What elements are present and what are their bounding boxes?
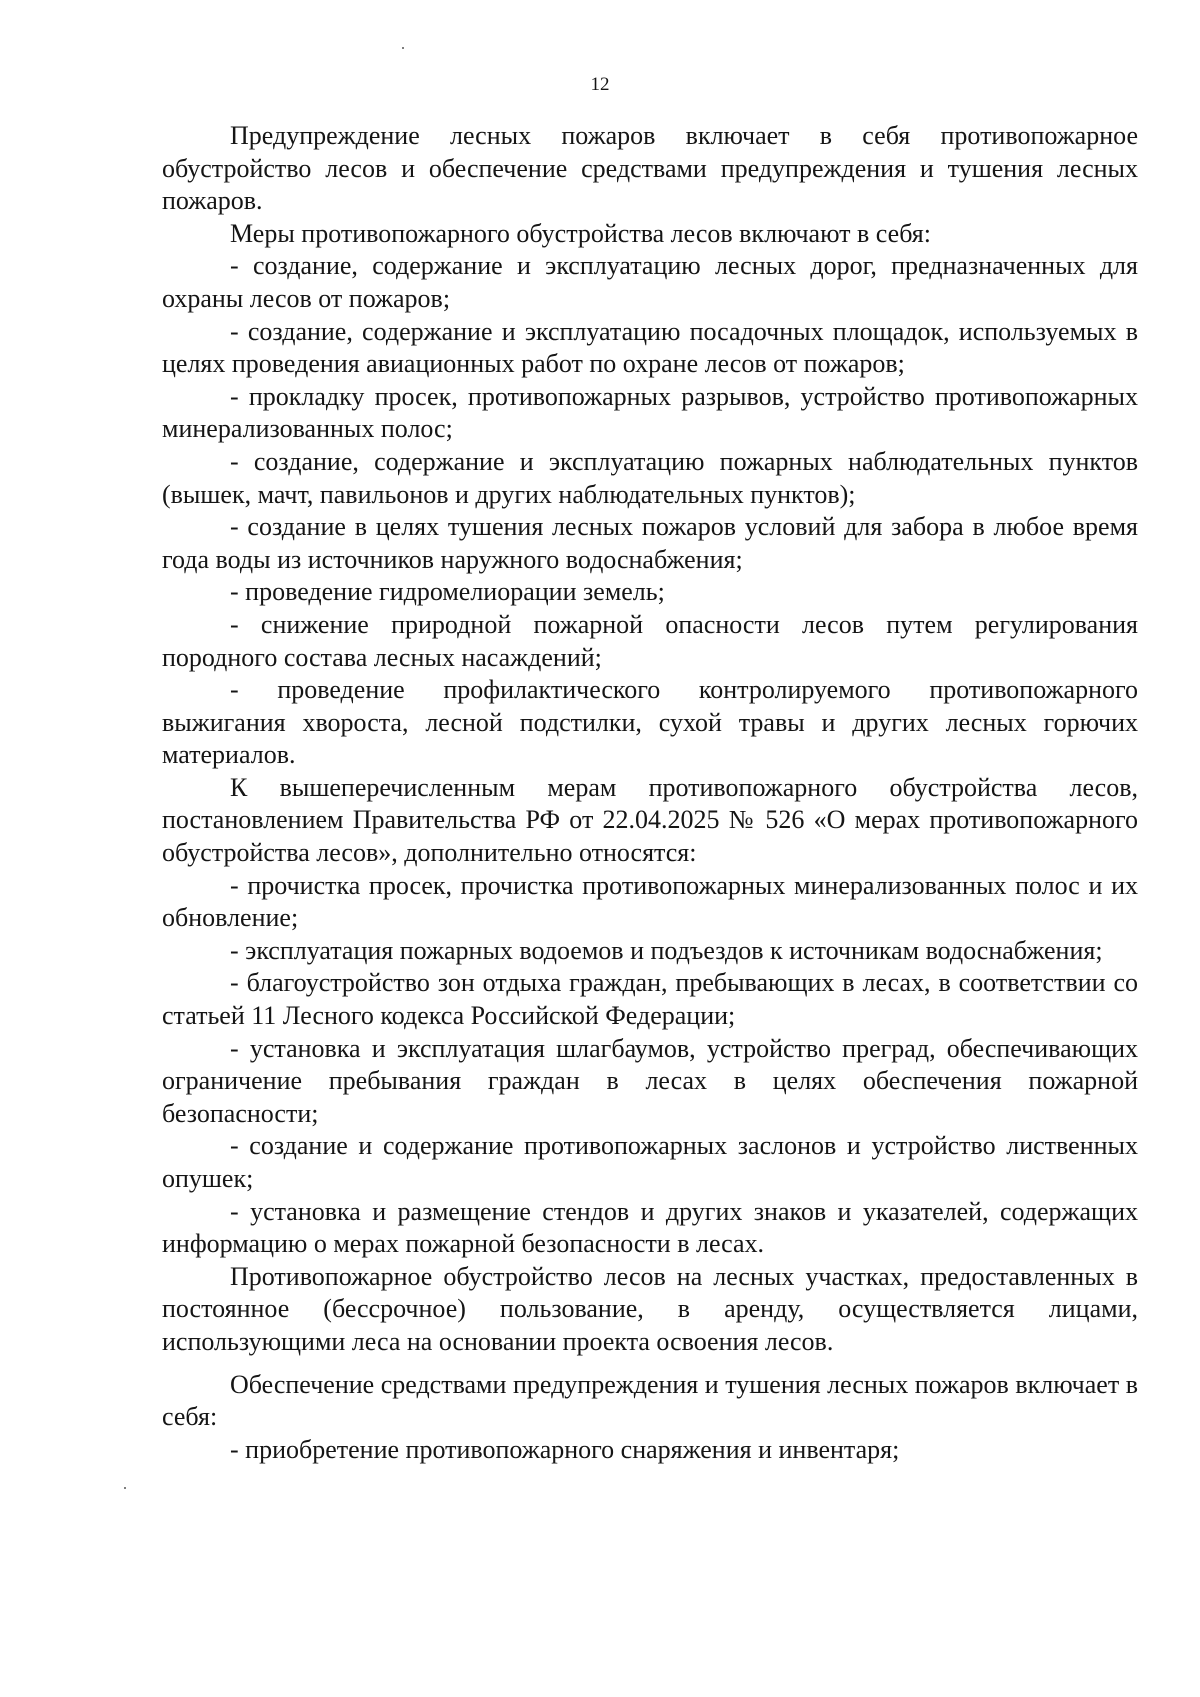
list-item-landing-sites: - создание, содержание и эксплуатацию посадочных площадок, используемых в целях проведения авиационных работ по охране лесов от пожаров; [162,316,1138,379]
list-item-clearing-maintenance: - прочистка просек, прочистка противопожарных минерализованных полос и их обновление; [162,870,1138,933]
list-item-observation-points: - создание, содержание и эксплуатацию пожарных наблюдательных пунктов (вышек, мачт, павильонов и других наблюдательных пунктов); [162,446,1138,509]
list-item-equipment-purchase: - приобретение противопожарного снаряжения и инвентаря; [230,1434,900,1464]
scan-speck [124,1487,126,1489]
list-item-recreation-zones: - благоустройство зон отдыха граждан, пребывающих в лесах, в соответствии со статьей 11 Лесного кодекса Российской Федерации; [162,968,1138,1031]
scan-speck [402,47,404,49]
list-item-forest-roads: - создание, содержание и эксплуатацию лесных дорог, предназначенных для охраны лесов от пожаров; [162,251,1138,313]
list-item-information-stands: - установка и размещение стендов и других знаков и указателей, содержащих информацию о мерах пожарной безопасности в лесах. [162,1196,1138,1259]
page-number: 12 [590,74,610,95]
list-item-barriers: - установка и эксплуатация шлагбаумов, устройство преград, обеспечивающих ограничение пребывания граждан в лесах в целях обеспечения пожарной безопасности; [162,1033,1138,1128]
list-item-fire-breaks: - создание и содержание противопожарных заслонов и устройство лиственных опушек; [162,1131,1138,1193]
list-item-fire-ponds: - эксплуатация пожарных водоемов и подъездов к источникам водоснабжения; [230,935,1103,965]
list-item-fire-hazard-reduction: - снижение природной пожарной опасности лесов путем регулирования породного состава лесных насаждений; [162,609,1138,672]
list-item-water-intake: - создание в целях тушения лесных пожаров условий для забора в любое время года воды из источников наружного водоснабжения; [162,512,1138,574]
paragraph-lessees: Противопожарное обустройство лесов на лесных участках, предоставленных в постоянное (бессрочное) пользование, в аренду, осуществляется лицами, использующими леса на основании проекта освоения лесов. [162,1261,1138,1356]
list-item-hydromelioration: - проведение гидромелиорации земель; [230,577,665,607]
paragraph-measures-heading: Меры противопожарного обустройства лесов включают в себя: [230,218,931,248]
paragraph-equipment-heading: Обеспечение средствами предупреждения и тушения лесных пожаров включает в себя: [162,1369,1138,1432]
list-item-controlled-burning: - проведение профилактического контролируемого противопожарного выжигания хвороста, лесной подстилки, сухой травы и других лесных горючих материалов. [162,675,1138,770]
list-item-clearings: - прокладку просек, противопожарных разрывов, устройство противопожарных минерализованных полос; [162,381,1138,444]
paragraph-intro: Предупреждение лесных пожаров включает в себя противопожарное обустройство лесов и обеспечение средствами предупреждения и тушения лесных пожаров. [162,121,1138,216]
paragraph-additional-measures: К вышеперечисленным мерам противопожарного обустройства лесов, постановлением Правительства РФ от 22.04.2025 № 526 «О мерах противопожарного обустройства лесов», дополнительно относятся: [162,772,1138,868]
document-body [162,120,1138,1466]
